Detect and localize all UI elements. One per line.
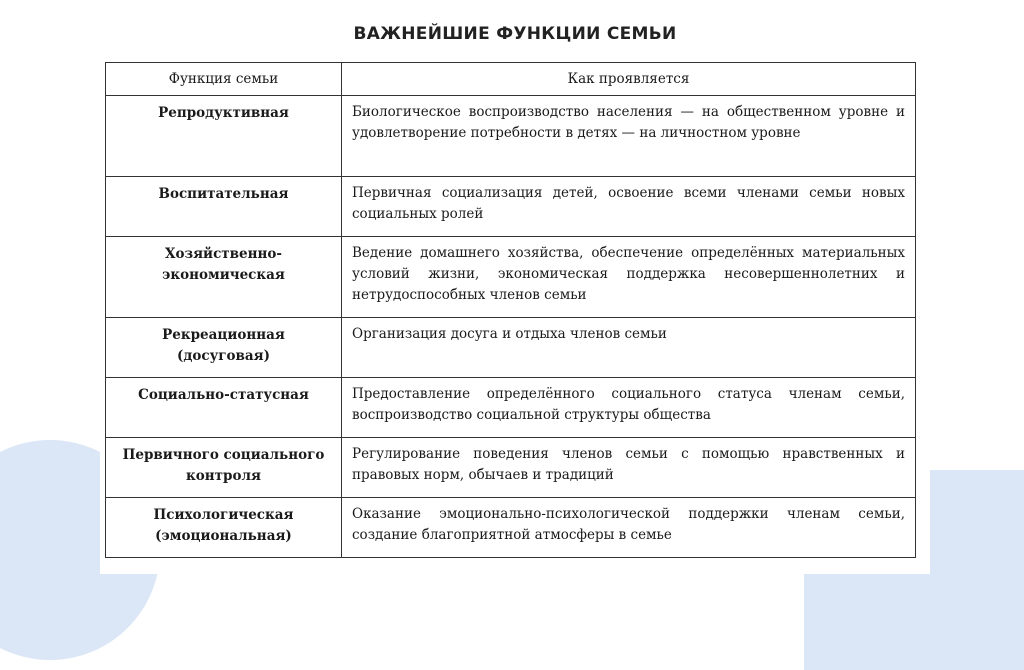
table-row [106,378,916,438]
table-row [106,438,916,498]
function-description: Ведение домашнего хозяйства, обеспечение определённых материальных условий жизни, экономическая поддержка несовершеннолетних и нетрудоспособных членов семьи [342,237,916,318]
function-description: Оказание эмоционально-психологической поддержки членам семьи, создание благоприятной атмосферы в семье [342,498,916,558]
function-description: Первичная социализация детей, освоение всеми членами семьи новых социальных ролей [342,177,916,237]
function-name: Воспитательная [106,177,342,237]
page-title: ВАЖНЕЙШИЕ ФУНКЦИИ СЕМЬИ [353,24,677,44]
table-row [106,498,916,558]
function-name: Хозяйственно-экономическая [106,237,342,318]
table-header-row [106,63,916,96]
function-name: Рекреационная (досуговая) [106,318,342,378]
function-name: Первичного социального контроля [106,438,342,498]
family-functions-table [105,62,916,558]
table-row [106,237,916,318]
function-description: Предоставление определённого социального статуса членам семьи, воспроизводство социальной структуры общества [342,378,916,438]
function-description: Биологическое воспроизводство населения — на общественном уровне и удовлетворение потребности в детях — на личностном уровне [342,96,916,177]
function-name: Социально-статусная [106,378,342,438]
function-name: Репродуктивная [106,96,342,177]
table-row [106,318,916,378]
document-page [100,0,930,574]
column-header-description: Как проявляется [342,63,916,96]
table-row [106,96,916,177]
table-row [106,177,916,237]
function-description: Организация досуга и отдыха членов семьи [342,318,916,378]
function-name: Психологическая (эмоциональная) [106,498,342,558]
function-description: Регулирование поведения членов семьи с помощью нравственных и правовых норм, обычаев и традиций [342,438,916,498]
column-header-function: Функция семьи [106,63,342,96]
